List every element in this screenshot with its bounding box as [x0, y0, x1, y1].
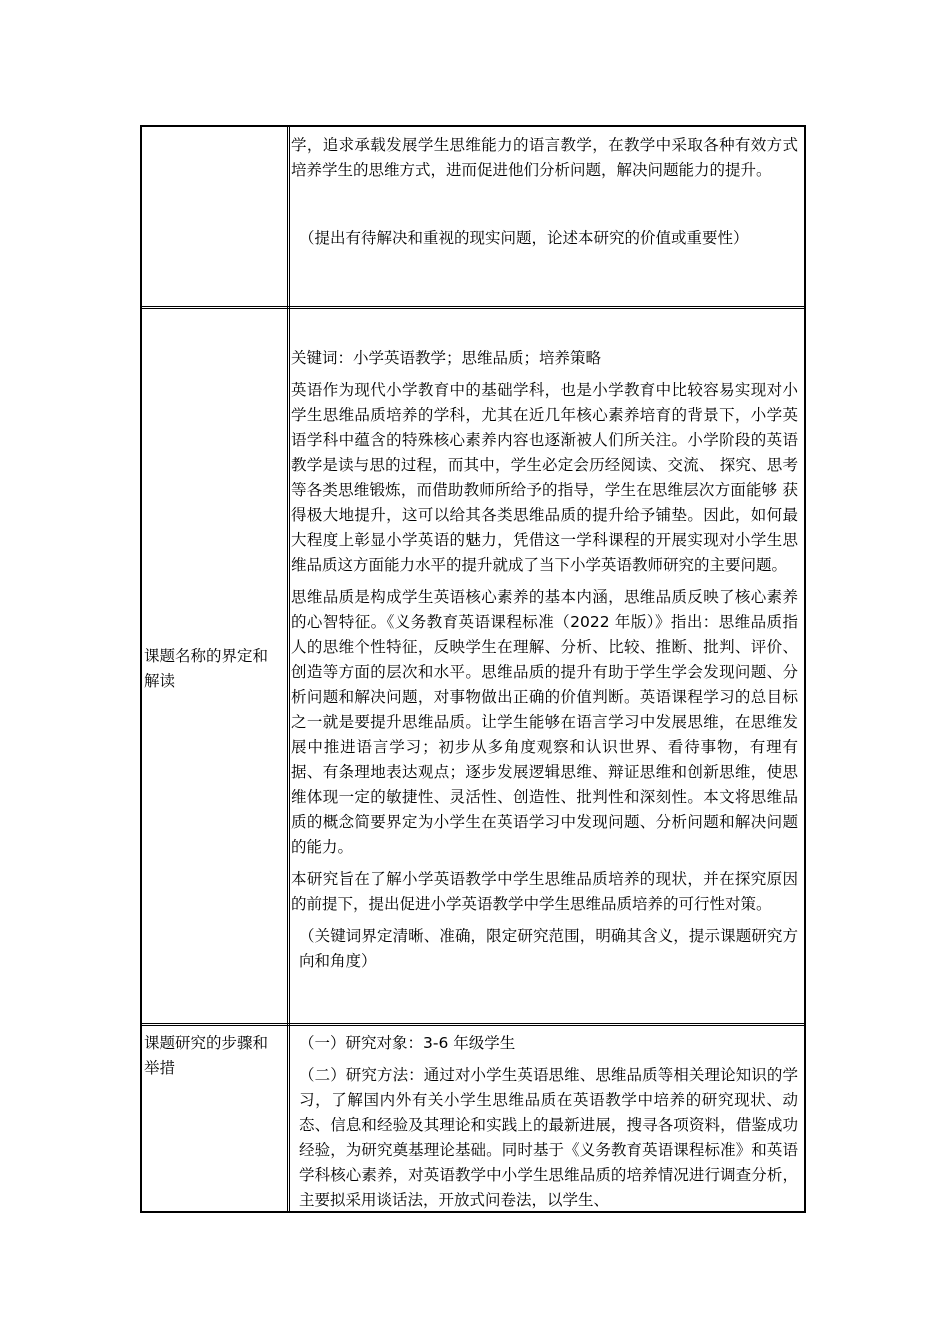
steps-paragraph-2: （二）研究方法：通过对小学生英语思维、思维品质等相关理论知识的学习，了解国内外有关小学生思维品质在英语教学中培养的研究现状、动态、信息和经验及其理论和实践上的最新进展，搜寻各项资料，借鉴成功经验，为研究奠基理论基础。同时基于《义务教育英语课程标准》和英语学科核心素养，对英语教学中小学生思维品质的培养情况进行调查分析，主要拟采用谈话法，开放式问卷法，以学生、 [299, 1066, 798, 1209]
table-row-definition [142, 309, 804, 1026]
table-row-significance [142, 127, 804, 309]
definition-hint: （关键词界定清晰、准确，限定研究范围，明确其含义，提示课题研究方向和角度） [299, 927, 798, 970]
row-label: 课题名称的界定和解读 [144, 647, 269, 690]
significance-paragraph: 学，追求承载发展学生思维能力的语言教学，在教学中采取各种有效方式培养学生的思维方式，进而促进他们分析问题，解决问题能力的提升。 [291, 136, 798, 179]
row-label: 课题研究的步骤和举措 [144, 1034, 269, 1077]
definition-paragraph-1: 英语作为现代小学教育中的基础学科，也是小学教育中比较容易实现对小学生思维品质培养的学科，尤其在近几年核心素养培育的背景下，小学英语学科中蕴含的特殊核心素养内容也逐渐被人们所关注。小学阶段的英语教学是读与思的过程，而其中，学生必定会历经阅读、交流、 探究、思考等各类思维锻炼，而借助教师所给予的指导，学生在思维层次方面能够 获得极大地提升，这可以给其各类思维品质的提升给予铺垫。因此，如何最大程度上彰显小学英语的魅力，凭借这一学科课程的开展实现对小学生思维品质这方面能力水平的提升就成了当下小学英语教师研究的主要问题。 [291, 381, 798, 574]
row-content [290, 133, 804, 251]
keywords-line: 关键词：小学英语教学；思维品质；培养策略 [291, 349, 602, 367]
table-row-steps [142, 1026, 804, 1213]
definition-paragraph-2: 思维品质是构成学生英语核心素养的基本内涵，思维品质反映了核心素养的心智特征。《义务教育英语课程标准（2022 年版）》指出：思维品质指人的思维个性特征，反映学生在理解、分析、比较、推断、批判、评价、创造等方面的层次和水平。思维品质的提升有助于学生学会发现问题、分析问题和解决问题，对事物做出正确的价值判断。英语课程学习的总目标之一就是要提升思维品质。让学生能够在语言学习中发展思维，在思维发展中推进语言学习；初步从多角度观察和认识世界、看待事物，有理有据、有条理地表达观点；逐步发展逻辑思维、辩证思维和创新思维，使思维体现一定的敏捷性、灵活性、创造性、批判性和深刻性。本文将思维品质的概念简要界定为小学生在英语学习中发现问题、分析问题和解决问题的能力。 [291, 588, 798, 856]
significance-hint: （提出有待解决和重视的现实问题，论述本研究的价值或重要性） [299, 229, 749, 247]
definition-paragraph-3: 本研究旨在了解小学英语教学中学生思维品质培养的现状，并在探究原因的前提下，提出促进小学英语教学中学生思维品质培养的可行性对策。 [291, 870, 798, 913]
row-content [290, 1031, 804, 1213]
steps-paragraph-1: （一）研究对象：3-6 年级学生 [299, 1034, 516, 1052]
proposal-table [140, 125, 806, 1213]
row-content [290, 346, 804, 974]
